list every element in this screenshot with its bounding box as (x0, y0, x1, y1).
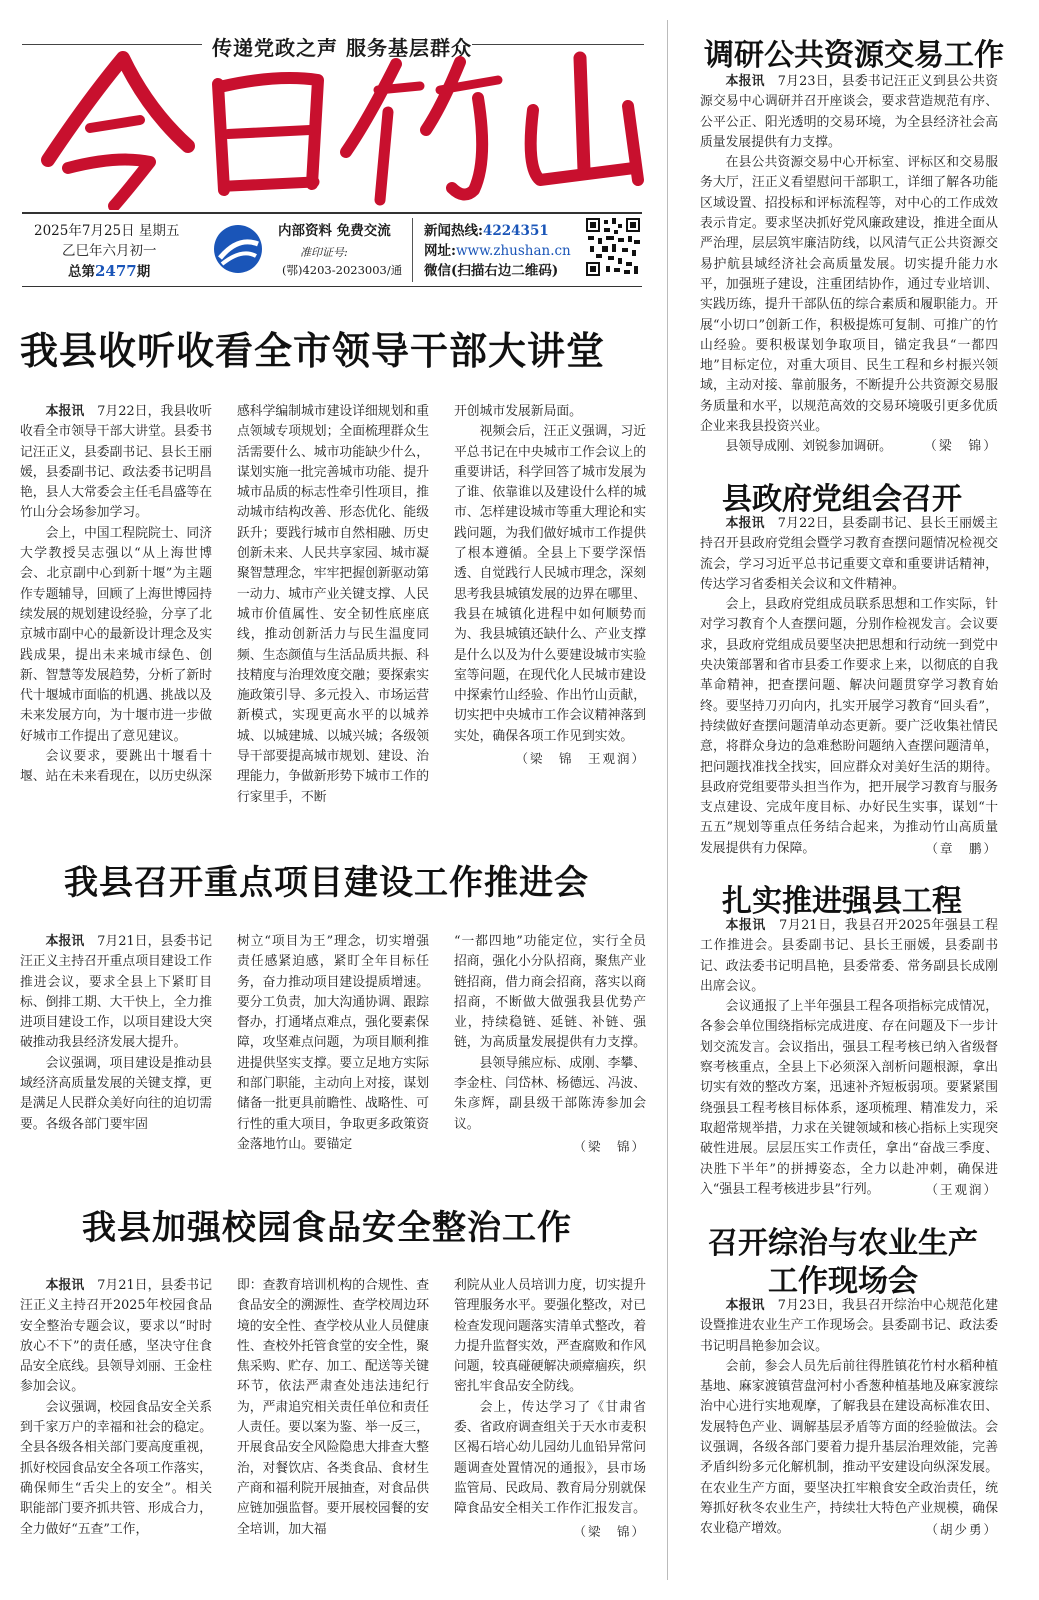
right-article-2-para-1-text: 7月22日，县委副书记、县长王丽媛主持召开县政府党组会暨学习教育查摆问题情况检视交流会，学习习近平总书记重要文章和重要讲话精神，传达学习省委相关会议和文件精神。 (700, 516, 998, 592)
article-1-byline: （梁 锦 王观润） (515, 751, 646, 767)
article-1-column-2 (237, 402, 429, 808)
right-article-1-para-3-text: 县领导成刚、刘锐参加调研。 (725, 439, 892, 455)
permit-label: 准印证号: (300, 246, 348, 259)
article-3-column-1 (20, 1276, 212, 1540)
article-2-column-1 (20, 932, 212, 1135)
right-article-3-lead: 本报讯 (725, 918, 766, 933)
right-article-3-body (700, 916, 998, 1200)
article-3-para-1 (20, 1276, 212, 1398)
right-article-2-para-1 (700, 514, 998, 595)
website-label: 网址: (424, 243, 456, 259)
right-article-1-para-1 (700, 72, 998, 153)
article-1-column-3 (454, 402, 646, 769)
article-2-para-4: “一都四地”功能定位，实行全员招商，强化小分队招商，聚焦产业链招商，借力商会招商，落实以商招商，不断做大做强我县优势产业，持续稳链、延链、补链、强链，为高质量发展提供有力支撑。 (454, 934, 646, 1051)
wechat-line: 微信(扫描右边二维码) (424, 263, 559, 279)
right-article-2-para-2: 会上，县政府党组成员联系思想和工作实际，针对学习教育个人查摆问题，分别作检视发言。会议要求，县政府党组成员要坚决把思想和行动统一到党中央决策部署和省市县委工作要求上来，以彻底的自我革命精神，把查摆问题、解决问题贯穿学习教育始终。要坚持刀刃向内，扎实开展学习教育“回头看”，持续做好查摆问题清单动态更新。要广泛收集社情民意，将群众身边的急难愁盼问题纳入查摆问题清单，把问题找准找全找实，回应群众对美好生活的期待。县政府党组要带头担当作为，把开展学习教育与服务支点建设、完成年度目标、办好民生实事，谋划“十五五”规划等重点任务结合起来，为推动竹山高质量发展提供有力保障。 (700, 597, 998, 856)
right-article-4-body (700, 1296, 998, 1540)
permit-number: (鄂)4203-2023003/通 (282, 263, 403, 277)
article-2-para-3: 树立“项目为王”理念，切实增强责任感紧迫感，紧盯全年目标任务，奋力推动项目建设提质增速。要分工负责，加大沟通协调、跟踪督办，打通堵点难点，强化要素保障，攻坚难点问题，为项目顺利推进提供坚实支撑。要立足地方实际和部门职能，主动向上对接，谋划储备一批更具前瞻性、战略性、可行性的重大项目，争取更多政策资金落地竹山。要锚定 (237, 934, 429, 1152)
right-article-1-para-2: 在县公共资源交易中心开标室、评标区和交易服务大厅，汪正义看望慰问干部职工，详细了解各功能区域设置、招投标和评标流程等，对中心的工作成效表示肯定。要求坚决抓好党风廉政建设，推进全面从严治理，层层筑牢廉洁防线，以风清气正公共资源交易护航县域经济社会高质量发展。切实提升能力水平，加强班子建设，注重团结协作，通过专业培训、实践历练，提升干部队伍的综合素质和履职能力。开展“小切口”创新工作，积极提炼可复制、可推广的竹山经验。要积极谋划争取项目，锚定我县“一都四地”目标定位，对重大项目、民生工程和乡村振兴领域，主动对接、靠前服务，不断提升公共资源交易服务质量和水平，以规范高效的交易环境吸引更多优质企业来我县投资兴业。 (700, 155, 998, 435)
right-article-3-headline: 扎实推进强县工程 (722, 884, 962, 919)
article-3-column-2 (237, 1276, 429, 1540)
website-url[interactable]: www.zhushan.cn (455, 243, 571, 259)
right-article-3-para-1 (700, 916, 998, 997)
masthead-calligraphy-logo (28, 50, 648, 210)
article-1-lead: 本报讯 (45, 404, 85, 419)
article-1-para-1-text: 7月22日，我县收听收看全市领导干部大讲堂。县委书记汪正义，县委副书记、县长王丽媛，县委副书记、政法委书记明昌艳，县人大常委会主任毛昌盛等在竹山分会场参加学习。 (20, 404, 212, 521)
right-article-2-headline: 县政府党组会召开 (722, 482, 962, 517)
article-1-column-1 (20, 402, 212, 788)
right-article-4-headline-line-2: 工作现场会 (768, 1264, 918, 1299)
wechat-qr-code-icon[interactable] (584, 216, 642, 278)
right-column-divider (667, 20, 668, 1580)
internal-label: 内部资料 免费交流 (278, 223, 391, 239)
right-article-1-byline: （梁 锦） (924, 439, 998, 455)
article-3-headline: 我县加强校园食品安全整治工作 (82, 1208, 572, 1248)
issue-lunar: 乙巳年六月初一 (62, 243, 157, 259)
article-3-para-4: 利院从业人员培训力度，切实提升管理服务水平。要强化整改，对已检查发现问题落实清单式整改，着力提升监督实效，严查腐败和作风问题，较真碰硬解决顽瘴痼疾，织密扎牢食品安全防线。 (454, 1278, 646, 1395)
right-article-1-para-1-text: 7月23日，县委书记汪正义到县公共资源交易中心调研并召开座谈会，要求营造规范有序、公平公正、阳光透明的交易环境，为全县经济社会高质量发展提供有力支撑。 (700, 74, 998, 150)
article-2-para-5: 县领导熊应标、成刚、李攀、李金柱、闫岱林、杨德远、冯波、朱彦辉，副县级干部陈涛参加会议。 (454, 1055, 646, 1132)
article-3-column-3 (454, 1276, 646, 1542)
right-article-4-lead: 本报讯 (725, 1298, 765, 1313)
article-1-para-2: 会上，中国工程院院士、同济大学教授吴志强以“从上海世博会、北京副中心到新十堰”为主题作专题辅导，回顾了上海世博园持续发展的规划建设经验，分享了北京城市副中心的最新设计理念及实践成果，提出未来城市绿色、创新、智慧等发展趋势，分析了新时代十堰城市面临的机遇、挑战以及未来发展方向，为十堰市进一步做好城市工作提出了意见建议。 (20, 525, 212, 744)
right-article-4-byline: （胡少勇） (925, 1521, 998, 1537)
masthead-title: 今日竹山 (28, 50, 32, 51)
article-2-lead: 本报讯 (45, 934, 85, 949)
county-emblem-icon (212, 222, 264, 276)
hotline-number: 4224351 (482, 223, 549, 239)
article-2-byline: （梁 锦） (573, 1138, 646, 1154)
issue-date: 2025年7月25日 星期五 (34, 223, 180, 239)
article-2-column-3 (454, 932, 646, 1157)
slogan-rule-left (22, 44, 202, 45)
issue-number: 2477 (95, 262, 137, 280)
right-article-4-para-1-text: 7月23日，我县召开综治中心规范化建设暨推进农业生产工作现场会。县委副书记、政法委书记明昌艳参加会议。 (700, 1298, 998, 1354)
article-1-para-6: 视频会后，汪正义强调，习近平总书记在中央城市工作会议上的重要讲话，科学回答了城市发展为了谁、依靠谁以及建设什么样的城市、怎样建设城市等重大理论和实践问题，为我们做好城市工作提供了根本遵循。全县上下要学深悟透、自觉践行人民城市理念，深刻思考我县城镇发展的边界在哪里、我县在城镇化进程中如何顺势而为、我县城镇还缺什么、产业支撑是什么以及为什么要建设城市实验室等问题，在现代化人民城市建设中探索竹山经验、作出竹山贡献，切实把中央城市工作会议精神落到实处，确保各项工作见到实效。 (454, 424, 646, 744)
article-3-lead: 本报讯 (45, 1278, 85, 1293)
masthead-slogan: 传递党政之声 服务基层群众 (212, 36, 472, 60)
hotline-line (424, 222, 549, 240)
article-1-para-4: 感科学编制城市建设详细规划和重点领域专项规划；全面梳理群众生活需要什么、城市功能缺少什么，谋划实施一批完善城市功能、提升城市品质的标志性牵引性项目，推动城市结构改善、形态优化、能级跃升；要践行城市自然相融、历史创新未来、人民共享家园、城市凝聚智慧理念，牢牢把握创新驱动第一动力、城市产业关键支撑、人民城市价值属性、安全韧性底座底线，推动创新活力与民生温度同频、生态颜值与生活品质共振、科技精度与治理效度交融；要探索实施政策引导、多元投入、市场运营新模式，实现更高水平的以城养城、以城建城、以城兴城；各级领导干部要提高城市规划、建设、治理能力，争做新形势下城市工作的行家里手，不断 (237, 404, 429, 805)
issue-number-suffix: 期 (136, 264, 151, 280)
article-1-para-1 (20, 402, 212, 524)
right-article-2-body (700, 514, 998, 859)
masthead-divider (412, 218, 413, 282)
article-2-headline: 我县召开重点项目建设工作推进会 (64, 863, 589, 903)
article-3-para-1-text: 7月21日，县委书记汪正义主持召开2025年校园食品安全整治专题会议，要求以“时时放心不下”的责任感，坚决守住食品安全底线。县领导刘丽、王金柱参加会议。 (20, 1278, 212, 1395)
article-2-para-1 (20, 932, 212, 1054)
right-article-1-body (700, 72, 998, 458)
right-article-2-byline: （章 鹏） (925, 841, 998, 857)
right-article-2-lead: 本报讯 (725, 516, 765, 531)
slogan-rule-right (472, 44, 644, 45)
issue-number-line (68, 262, 150, 281)
article-2-column-2 (237, 932, 429, 1155)
hotline-label: 新闻热线: (424, 223, 483, 239)
website-line (424, 242, 571, 260)
issue-number-prefix: 总第 (68, 264, 95, 280)
article-1-para-5: 开创城市发展新局面。 (454, 404, 582, 419)
right-article-3-para-2: 会议通报了上半年强县工程各项指标完成情况，各参会单位围绕指标完成进度、存在问题及下一步计划交流发言。会议指出，强县工程考核已纳入省级督察考核重点，全县上下必须深入剖析问题根源，拿出切实有效的整改方案，迅速补齐短板弱项。要紧紧围绕强县工程考核目标体系，逐项梳理、精准发力，采取超常规举措，力求在关键领域和核心指标上实现突破性进展。层层压实工作责任，拿出“奋战三季度、决胜下半年”的拼搏姿态，全力以赴冲刺，确保进入“强县工程考核进步县”行列。 (700, 999, 998, 1197)
article-2-para-1-text: 7月21日，县委书记汪正义主持召开重点项目建设工作推进会议，要求全县上下紧盯目标、倒排工期、大干快上，全力推进项目建设工作，以项目建设大突破推动我县经济发展大提升。 (20, 934, 212, 1051)
masthead-rule-bottom (22, 286, 642, 287)
right-article-4-headline-line-1: 召开综治与农业生产 (708, 1226, 978, 1261)
masthead-rule-top (22, 212, 642, 214)
right-article-1-lead: 本报讯 (725, 74, 765, 89)
article-1-para-3: 会议要求，要跳出十堰看十堰、站在未来看现在，以历史纵深 (20, 749, 212, 785)
right-article-3-byline: （王观润） (925, 1182, 998, 1198)
article-3-para-2: 会议强调，校园食品安全关系到千家万户的幸福和社会的稳定。全县各级各相关部门要高度重视，抓好校园食品安全各项工作落实，确保师生“舌尖上的安全”。相关职能部门要齐抓共管、形成合力，全力做好“五查”工作， (20, 1399, 212, 1537)
right-article-4-para-2: 会前，参会人员先后前往得胜镇花竹村水稻种植基地、麻家渡镇营盘河村小香葱种植基地及麻家渡综治中心进行实地观摩，了解我县在建设高标准农田、发展特色产业、调解基层矛盾等方面的经验做法。会议强调，各级各部门要着力提升基层治理效能，完善矛盾纠纷多元化解机制，推动平安建设向纵深发展。在农业生产方面，要坚决扛牢粮食安全政治责任，统筹抓好秋冬农业生产，持续壮大特色产业规模，确保农业稳产增效。 (700, 1358, 998, 1537)
right-article-1-para-3 (700, 437, 998, 457)
article-3-para-3: 即：查教育培训机构的合规性、查食品安全的溯源性、查学校周边环境的安全性、查学校从业人员健康性、查校外托管食堂的安全性，聚焦采购、贮存、加工、配送等关键环节，依法严肃查处违法违纪行为，严肃追究相关责任单位和责任人责任。要以案为鉴、举一反三，开展食品安全风险隐患大排查大整治，对餐饮店、各类食品、食材生产商和福利院开展抽查，对食品供应链加强监督。要开展校园餐的安全培训，加大福 (237, 1278, 429, 1537)
right-article-4-para-1 (700, 1296, 998, 1357)
article-2-para-2: 会议强调，项目建设是推动县域经济高质量发展的关键支撑，更是满足人民群众美好向往的迫切需要。各级各部门要牢固 (20, 1055, 212, 1132)
right-article-1-headline: 调研公共资源交易工作 (704, 38, 1004, 73)
right-article-3-para-1-text: 7月21日，我县召开2025年强县工程工作推进会。县委副书记、县长王丽媛，县委副书记、政法委书记明昌艳，县委常委、常务副县长成刚出席会议。 (700, 918, 998, 994)
article-3-byline: （梁 锦） (573, 1523, 646, 1539)
article-1-headline: 我县收听收看全市领导干部大讲堂 (20, 328, 606, 373)
article-3-para-5: 会上，传达学习了《甘肃省委、省政府调查组关于天水市麦积区褐石培心幼儿园幼儿血铅异常问题调查处置情况的通报》，县市场监管局、民政局、教育局分别就保障食品安全相关工作作汇报发言。 (454, 1399, 646, 1517)
